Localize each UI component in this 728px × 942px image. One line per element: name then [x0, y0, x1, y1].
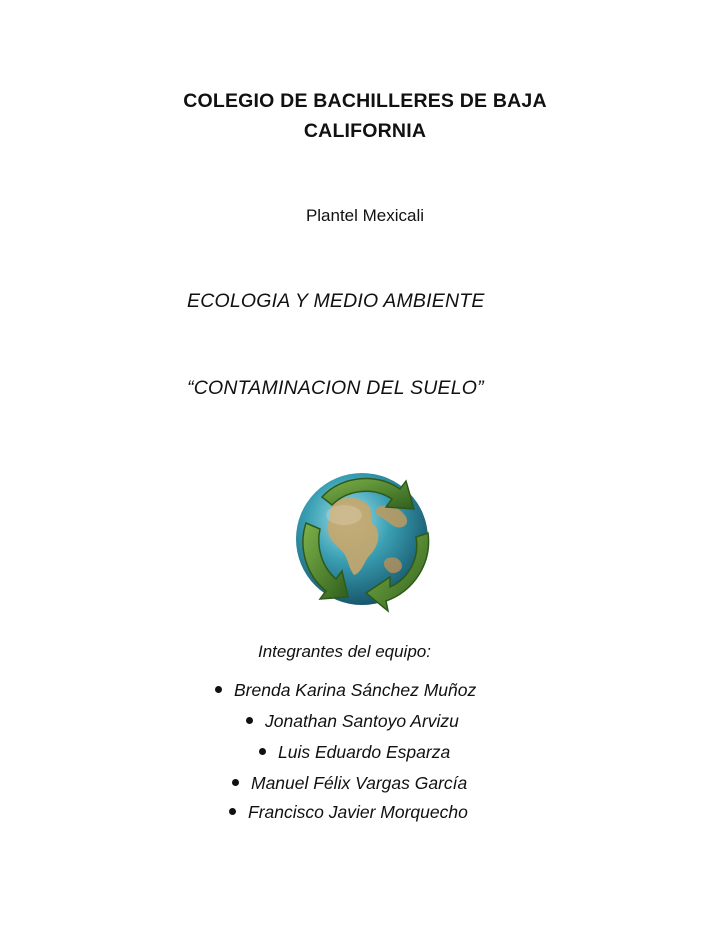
- list-item: [215, 678, 476, 702]
- recycle-globe-graphic: [282, 463, 442, 613]
- institution-title-line2: CALIFORNIA: [303, 120, 427, 142]
- campus-name: Plantel Mexicali: [305, 206, 425, 225]
- bullet-icon: [215, 686, 222, 693]
- member-name: Luis Eduardo Esparza: [278, 742, 451, 762]
- bullet-icon: [229, 808, 236, 815]
- recycle-globe-icon: [282, 463, 442, 613]
- bullet-icon: [232, 779, 239, 786]
- member-name: Brenda Karina Sánchez Muñoz: [234, 680, 477, 700]
- member-name: Jonathan Santoyo Arvizu: [265, 711, 459, 731]
- bullet-icon: [246, 717, 253, 724]
- list-item: [259, 740, 450, 764]
- subject-title: ECOLOGIA Y MEDIO AMBIENTE: [187, 290, 485, 312]
- institution-title-line1: COLEGIO DE BACHILLERES DE BAJA: [183, 90, 547, 112]
- list-item: [246, 709, 459, 733]
- team-heading: Integrantes del equipo:: [258, 642, 431, 661]
- list-item: [229, 800, 468, 824]
- bullet-icon: [259, 748, 266, 755]
- list-item: [232, 771, 467, 795]
- member-name: Francisco Javier Morquecho: [248, 802, 468, 822]
- institution-title: [140, 86, 590, 146]
- member-name: Manuel Félix Vargas García: [251, 773, 468, 793]
- topic-title: “CONTAMINACION DEL SUELO”: [187, 377, 484, 399]
- globe-highlight: [326, 505, 362, 525]
